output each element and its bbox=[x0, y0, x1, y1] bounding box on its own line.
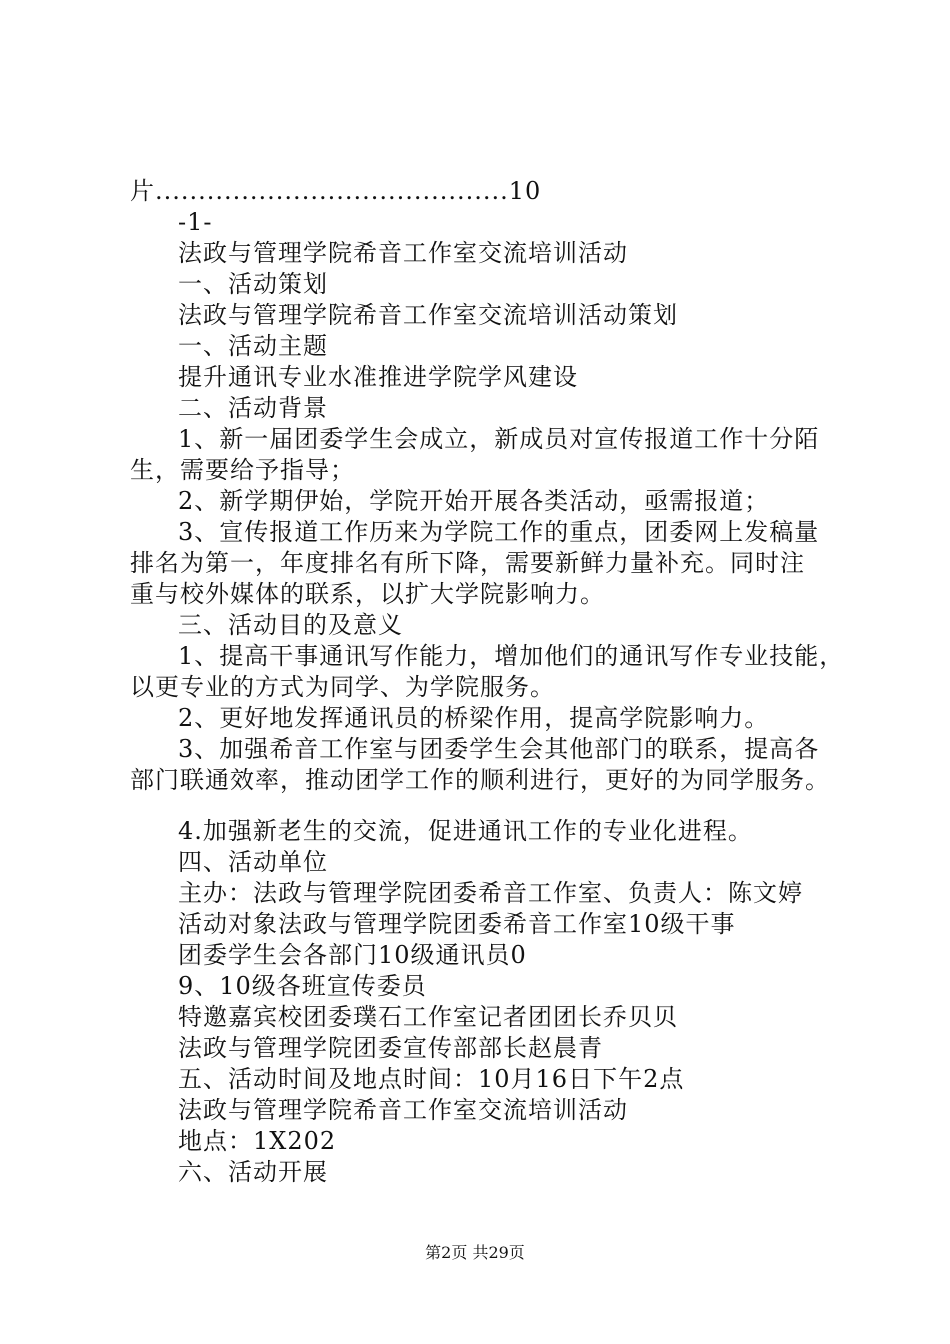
event-name-line: 法政与管理学院希音工作室交流培训活动 bbox=[178, 1096, 628, 1124]
participants-line: 团委学生会各部门10级通讯员0 bbox=[178, 941, 527, 969]
heading-time-place: 五、活动时间及地点时间：10月16日下午2点 bbox=[178, 1065, 685, 1093]
heading-units: 四、活动单位 bbox=[178, 848, 328, 876]
theme-text: 提升通讯专业水准推进学院学风建设 bbox=[178, 363, 578, 391]
organizer-line: 主办：法政与管理学院团委希音工作室、负责人：陈文婷 bbox=[178, 879, 803, 907]
purpose-item-1-cont: 以更专业的方式为同学、为学院服务。 bbox=[130, 673, 555, 701]
heading-activity-conduct: 六、活动开展 bbox=[178, 1158, 328, 1186]
page-number-marker: -1- bbox=[178, 208, 213, 236]
heading-theme: 一、活动主题 bbox=[178, 332, 328, 360]
page-footer: 第2页 共29页 bbox=[425, 1243, 525, 1262]
toc-line: 片.........................................10 bbox=[130, 177, 542, 205]
background-item-3-cont: 重与校外媒体的联系，以扩大学院影响力。 bbox=[130, 580, 605, 608]
guests-line: 法政与管理学院团委宣传部部长赵晨青 bbox=[178, 1034, 603, 1062]
purpose-item-2: 2、更好地发挥通讯员的桥梁作用，提高学院影响力。 bbox=[178, 704, 770, 732]
background-item-2: 2、新学期伊始，学院开始开展各类活动，亟需报道； bbox=[178, 487, 770, 515]
background-item-1-cont: 生，需要给予指导； bbox=[130, 456, 355, 484]
purpose-item-3: 3、加强希音工作室与团委学生会其他部门的联系，提高各 bbox=[178, 735, 820, 763]
heading-activity-plan: 一、活动策划 bbox=[178, 270, 328, 298]
heading-background: 二、活动背景 bbox=[178, 394, 328, 422]
plan-title: 法政与管理学院希音工作室交流培训活动策划 bbox=[178, 301, 678, 329]
guests-line: 特邀嘉宾校团委璞石工作室记者团团长乔贝贝 bbox=[178, 1003, 678, 1031]
participants-line: 9、10级各班宣传委员 bbox=[178, 972, 427, 1000]
heading-purpose: 三、活动目的及意义 bbox=[178, 611, 403, 639]
location-line: 地点：1X202 bbox=[178, 1127, 337, 1155]
background-item-3: 3、宣传报道工作历来为学院工作的重点，团委网上发稿量 bbox=[178, 518, 820, 546]
background-item-1: 1、新一届团委学生会成立，新成员对宣传报道工作十分陌 bbox=[178, 425, 820, 453]
purpose-item-4: 4.加强新老生的交流，促进通讯工作的专业化进程。 bbox=[178, 817, 753, 845]
background-item-3-cont: 排名为第一，年度排名有所下降，需要新鲜力量补充。同时注 bbox=[130, 549, 805, 577]
participants-line: 活动对象法政与管理学院团委希音工作室10级干事 bbox=[178, 910, 736, 938]
purpose-item-3-cont: 部门联通效率，推动团学工作的顺利进行，更好的为同学服务。 bbox=[130, 766, 830, 794]
section-title: 法政与管理学院希音工作室交流培训活动 bbox=[178, 239, 628, 267]
purpose-item-1: 1、提高干事通讯写作能力，增加他们的通讯写作专业技能， bbox=[178, 642, 845, 670]
